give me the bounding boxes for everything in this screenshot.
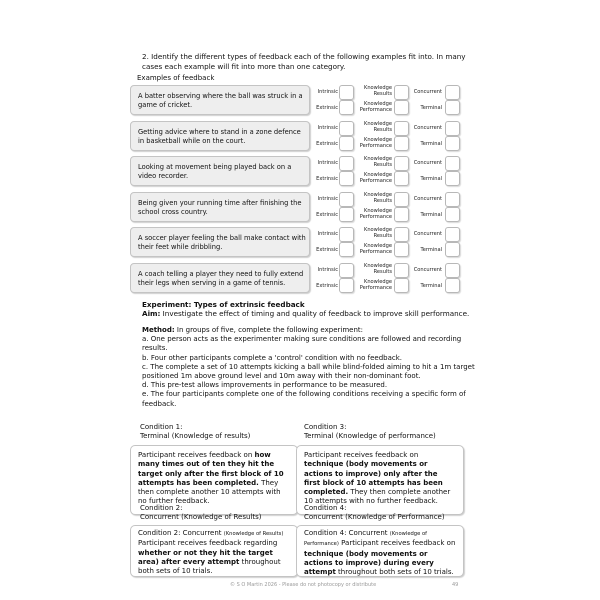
category-text: Extrinsic bbox=[316, 105, 338, 111]
condition-3-type: Terminal (Knowledge of performance) bbox=[304, 432, 436, 441]
knowledge-results-label bbox=[352, 263, 392, 275]
extrinsic-checkbox[interactable] bbox=[339, 171, 354, 186]
example-text: A coach telling a player they need to fully extend their legs when serving in a game of tennis. bbox=[138, 269, 304, 287]
method-step: d. This pre-test allows improvements in performance to be measured. bbox=[142, 381, 388, 390]
category-text: Knowledge bbox=[363, 262, 392, 269]
aim-label: Aim: bbox=[142, 309, 161, 318]
category-text: Performance bbox=[359, 178, 392, 184]
category-text: Intrinsic bbox=[317, 266, 338, 273]
category-grid bbox=[312, 84, 462, 114]
condition-3-number: Condition 3: bbox=[304, 423, 347, 431]
example-box bbox=[130, 227, 310, 257]
condition-1-type: Terminal (Knowledge of results) bbox=[140, 432, 251, 441]
copyright-notice: © S O Martin 2026 - Please do not photocopy or distribute bbox=[230, 582, 377, 588]
question-text: 2. Identify the different types of feedback each of the following examples fit into. In many cases each example will fit into more than one category. bbox=[142, 52, 466, 71]
category-text: Results bbox=[373, 91, 392, 97]
intrinsic-checkbox[interactable] bbox=[339, 263, 354, 278]
terminal-label bbox=[404, 212, 442, 218]
knowledge-results-label bbox=[352, 227, 392, 239]
condition-1-bold: how many times out of ten they hit the target only after the first block of 10 attempts has been completed. bbox=[138, 451, 284, 487]
terminal-checkbox[interactable] bbox=[445, 100, 460, 115]
knowledge-results-checkbox[interactable] bbox=[394, 156, 409, 171]
example-text: Getting advice where to stand in a zone defence in basketball while on the court. bbox=[138, 127, 301, 145]
category-text: Knowledge bbox=[363, 172, 392, 178]
example-box bbox=[130, 192, 310, 222]
category-text: Knowledge bbox=[363, 227, 392, 233]
condition-2-heading bbox=[140, 504, 262, 523]
knowledge-performance-checkbox[interactable] bbox=[394, 207, 409, 222]
category-text: Concurrent bbox=[413, 160, 442, 166]
category-text: Extrinsic bbox=[316, 211, 338, 218]
extrinsic-checkbox[interactable] bbox=[339, 100, 354, 115]
example-text: Being given your running time after finishing the school cross country. bbox=[138, 198, 302, 216]
knowledge-results-checkbox[interactable] bbox=[394, 227, 409, 242]
extrinsic-label bbox=[312, 247, 338, 253]
category-text: Performance bbox=[359, 107, 392, 113]
category-text: Results bbox=[373, 197, 392, 204]
terminal-label bbox=[404, 105, 442, 111]
category-text: Terminal bbox=[420, 211, 442, 218]
condition-4-label-small: (Knowledge of Performance) bbox=[304, 531, 427, 548]
category-text: Results bbox=[373, 268, 392, 275]
knowledge-performance-checkbox[interactable] bbox=[394, 278, 409, 293]
category-text: Terminal bbox=[420, 105, 442, 111]
condition-2-text-end: throughout both sets of 10 trials. bbox=[138, 557, 281, 576]
concurrent-label bbox=[404, 125, 442, 131]
example-text: Looking at movement being played back on a video recorder. bbox=[138, 163, 292, 181]
category-text: Knowledge bbox=[363, 120, 392, 127]
condition-2-bold: whether or not they hit the target area) after every attempt bbox=[138, 548, 273, 566]
category-text: Intrinsic bbox=[317, 124, 338, 131]
feedback-example-row bbox=[130, 226, 462, 256]
category-text: Concurrent bbox=[413, 195, 442, 202]
condition-2-label: Condition 2: Concurrent bbox=[138, 529, 224, 537]
concurrent-checkbox[interactable] bbox=[445, 85, 460, 100]
category-text: Extrinsic bbox=[316, 247, 338, 253]
category-grid bbox=[312, 155, 462, 185]
condition-3-heading bbox=[304, 423, 436, 442]
knowledge-results-label bbox=[352, 121, 392, 133]
knowledge-results-checkbox[interactable] bbox=[394, 121, 409, 136]
extrinsic-label bbox=[312, 176, 338, 182]
experiment-aim bbox=[142, 309, 472, 318]
category-text: Knowledge bbox=[363, 191, 392, 198]
category-text: Knowledge bbox=[363, 278, 392, 285]
condition-4-label: Condition 4: Concurrent bbox=[304, 529, 390, 537]
terminal-checkbox[interactable] bbox=[445, 242, 460, 257]
intrinsic-label bbox=[312, 231, 338, 237]
knowledge-results-label bbox=[352, 156, 392, 168]
category-text: Extrinsic bbox=[316, 140, 338, 147]
concurrent-label bbox=[404, 267, 442, 273]
condition-2-box bbox=[130, 525, 298, 577]
category-grid bbox=[312, 120, 462, 150]
terminal-checkbox[interactable] bbox=[445, 207, 460, 222]
category-grid bbox=[312, 191, 462, 221]
condition-4-text: Participant receives feedback on bbox=[338, 539, 456, 548]
concurrent-label bbox=[404, 196, 442, 202]
concurrent-checkbox[interactable] bbox=[445, 227, 460, 242]
category-text: Terminal bbox=[420, 282, 442, 289]
aim-text: Investigate the effect of timing and quality of feedback to improve skill performance. bbox=[160, 309, 470, 318]
knowledge-performance-label bbox=[352, 101, 392, 113]
concurrent-checkbox[interactable] bbox=[445, 192, 460, 207]
category-text: Performance bbox=[359, 213, 392, 220]
terminal-label bbox=[404, 283, 442, 289]
knowledge-performance-label bbox=[352, 279, 392, 291]
category-text: Concurrent bbox=[413, 231, 442, 237]
feedback-example-row bbox=[130, 262, 462, 292]
knowledge-results-checkbox[interactable] bbox=[394, 192, 409, 207]
knowledge-performance-checkbox[interactable] bbox=[394, 171, 409, 186]
category-text: Terminal bbox=[420, 140, 442, 147]
experiment-title: Experiment: Types of extrinsic feedback bbox=[142, 300, 305, 309]
category-text: Extrinsic bbox=[316, 282, 338, 289]
method-step: b. Four other participants complete a 'control' condition with no feedback. bbox=[142, 353, 403, 362]
condition-2-number: Condition 2: bbox=[140, 504, 183, 512]
category-text: Knowledge bbox=[363, 243, 392, 249]
concurrent-checkbox[interactable] bbox=[445, 121, 460, 136]
method-step: a. One person acts as the experimenter making sure conditions are followed and recording results. bbox=[142, 335, 462, 353]
category-text: Results bbox=[373, 162, 392, 168]
knowledge-performance-checkbox[interactable] bbox=[394, 242, 409, 257]
intrinsic-label bbox=[312, 89, 338, 95]
condition-4-box bbox=[296, 525, 464, 577]
category-text: Results bbox=[373, 126, 392, 133]
category-grid bbox=[312, 226, 462, 256]
knowledge-performance-label bbox=[352, 137, 392, 149]
example-box bbox=[130, 85, 310, 115]
concurrent-label bbox=[404, 231, 442, 237]
category-text: Performance bbox=[359, 142, 392, 149]
condition-2-text: Participant receives feedback regarding bbox=[138, 539, 278, 548]
condition-1-heading bbox=[140, 423, 250, 442]
terminal-label bbox=[404, 176, 442, 182]
extrinsic-checkbox[interactable] bbox=[339, 278, 354, 293]
condition-1-number: Condition 1: bbox=[140, 423, 183, 431]
category-text: Knowledge bbox=[363, 136, 392, 143]
condition-4-bold: technique (body movements or actions to improve) during every attempt bbox=[304, 549, 434, 577]
category-text: Knowledge bbox=[363, 207, 392, 214]
knowledge-results-checkbox[interactable] bbox=[394, 263, 409, 278]
category-text: Terminal bbox=[420, 176, 442, 182]
concurrent-checkbox[interactable] bbox=[445, 263, 460, 278]
category-text: Concurrent bbox=[413, 124, 442, 131]
condition-4-heading bbox=[304, 504, 445, 523]
examples-label: Examples of feedback bbox=[137, 74, 215, 82]
method-label: Method: bbox=[142, 326, 175, 334]
extrinsic-label bbox=[312, 212, 338, 218]
intrinsic-label bbox=[312, 125, 338, 131]
terminal-label bbox=[404, 247, 442, 253]
category-text: Knowledge bbox=[363, 85, 392, 91]
condition-1-text-end: They then complete another 10 attempts with no further feedback. bbox=[138, 478, 281, 506]
condition-3-text: Participant receives feedback on bbox=[304, 451, 419, 459]
knowledge-results-label bbox=[352, 192, 392, 204]
knowledge-performance-label bbox=[352, 172, 392, 184]
knowledge-performance-label bbox=[352, 208, 392, 220]
category-text: Intrinsic bbox=[317, 231, 338, 237]
knowledge-performance-label bbox=[352, 243, 392, 255]
category-text: Knowledge bbox=[363, 156, 392, 162]
category-text: Performance bbox=[359, 249, 392, 255]
example-box bbox=[130, 263, 310, 293]
category-text: Results bbox=[373, 233, 392, 239]
extrinsic-label bbox=[312, 283, 338, 289]
feedback-example-row bbox=[130, 191, 462, 221]
intrinsic-checkbox[interactable] bbox=[339, 121, 354, 136]
feedback-example-row bbox=[130, 84, 462, 114]
feedback-example-row bbox=[130, 155, 462, 185]
knowledge-performance-checkbox[interactable] bbox=[394, 100, 409, 115]
extrinsic-label bbox=[312, 141, 338, 147]
condition-4-type: Concurrent (Knowledge of Performance) bbox=[304, 513, 445, 522]
category-text: Terminal bbox=[420, 247, 442, 253]
category-text: Concurrent bbox=[413, 89, 442, 95]
category-grid bbox=[312, 262, 462, 292]
method-section bbox=[142, 326, 477, 409]
concurrent-label bbox=[404, 160, 442, 166]
example-text: A soccer player feeling the ball make contact with their feet while dribbling. bbox=[138, 234, 306, 252]
example-box bbox=[130, 121, 310, 151]
example-box bbox=[130, 156, 310, 186]
example-text: A batter observing where the ball was struck in a game of cricket. bbox=[138, 92, 303, 110]
extrinsic-label bbox=[312, 105, 338, 111]
feedback-example-row bbox=[130, 120, 462, 150]
method-step: c. The complete a set of 10 attempts kicking a ball while blind-folded aiming to hit a 1m target positioned 1m above ground level and 10m away with their non-dominant foot. bbox=[142, 362, 475, 381]
knowledge-results-checkbox[interactable] bbox=[394, 85, 409, 100]
extrinsic-checkbox[interactable] bbox=[339, 242, 354, 257]
intrinsic-label bbox=[312, 267, 338, 273]
method-lead bbox=[142, 326, 477, 335]
condition-3-bold: technique (body movements or actions to improve) only after the first block of 10 attempts has been completed. bbox=[304, 460, 443, 497]
terminal-checkbox[interactable] bbox=[445, 278, 460, 293]
intrinsic-checkbox[interactable] bbox=[339, 192, 354, 207]
category-text: Extrinsic bbox=[316, 176, 338, 182]
concurrent-label bbox=[404, 89, 442, 95]
intrinsic-checkbox[interactable] bbox=[339, 227, 354, 242]
category-text: Performance bbox=[359, 284, 392, 291]
category-text: Intrinsic bbox=[317, 160, 338, 166]
method-step: e. The four participants complete one of the following conditions receiving a specific form of feedback. bbox=[142, 390, 466, 408]
page-number: 49 bbox=[452, 582, 459, 588]
method-intro: In groups of five, complete the following experiment: bbox=[174, 326, 363, 334]
terminal-checkbox[interactable] bbox=[445, 171, 460, 186]
category-text: Concurrent bbox=[413, 266, 442, 273]
knowledge-performance-checkbox[interactable] bbox=[394, 136, 409, 151]
condition-4-text-end: throughout both sets of 10 trials. bbox=[335, 568, 454, 577]
knowledge-results-label bbox=[352, 85, 392, 97]
category-text: Intrinsic bbox=[317, 195, 338, 202]
extrinsic-checkbox[interactable] bbox=[339, 136, 354, 151]
condition-4-number: Condition 4: bbox=[304, 504, 347, 512]
concurrent-checkbox[interactable] bbox=[445, 156, 460, 171]
intrinsic-label bbox=[312, 160, 338, 166]
category-text: Intrinsic bbox=[317, 89, 338, 95]
intrinsic-checkbox[interactable] bbox=[339, 156, 354, 171]
category-text: Knowledge bbox=[363, 101, 392, 107]
condition-2-type: Concurrent (Knowledge of Results) bbox=[140, 513, 262, 522]
terminal-checkbox[interactable] bbox=[445, 136, 460, 151]
intrinsic-label bbox=[312, 196, 338, 202]
condition-1-text: Participant receives feedback on bbox=[138, 451, 255, 459]
terminal-label bbox=[404, 141, 442, 147]
condition-2-label-small: (Knowledge of Results) bbox=[223, 531, 284, 537]
condition-3-text-end: They then complete another 10 attempts with no further feedback. bbox=[304, 488, 451, 506]
intrinsic-checkbox[interactable] bbox=[339, 85, 354, 100]
extrinsic-checkbox[interactable] bbox=[339, 207, 354, 222]
